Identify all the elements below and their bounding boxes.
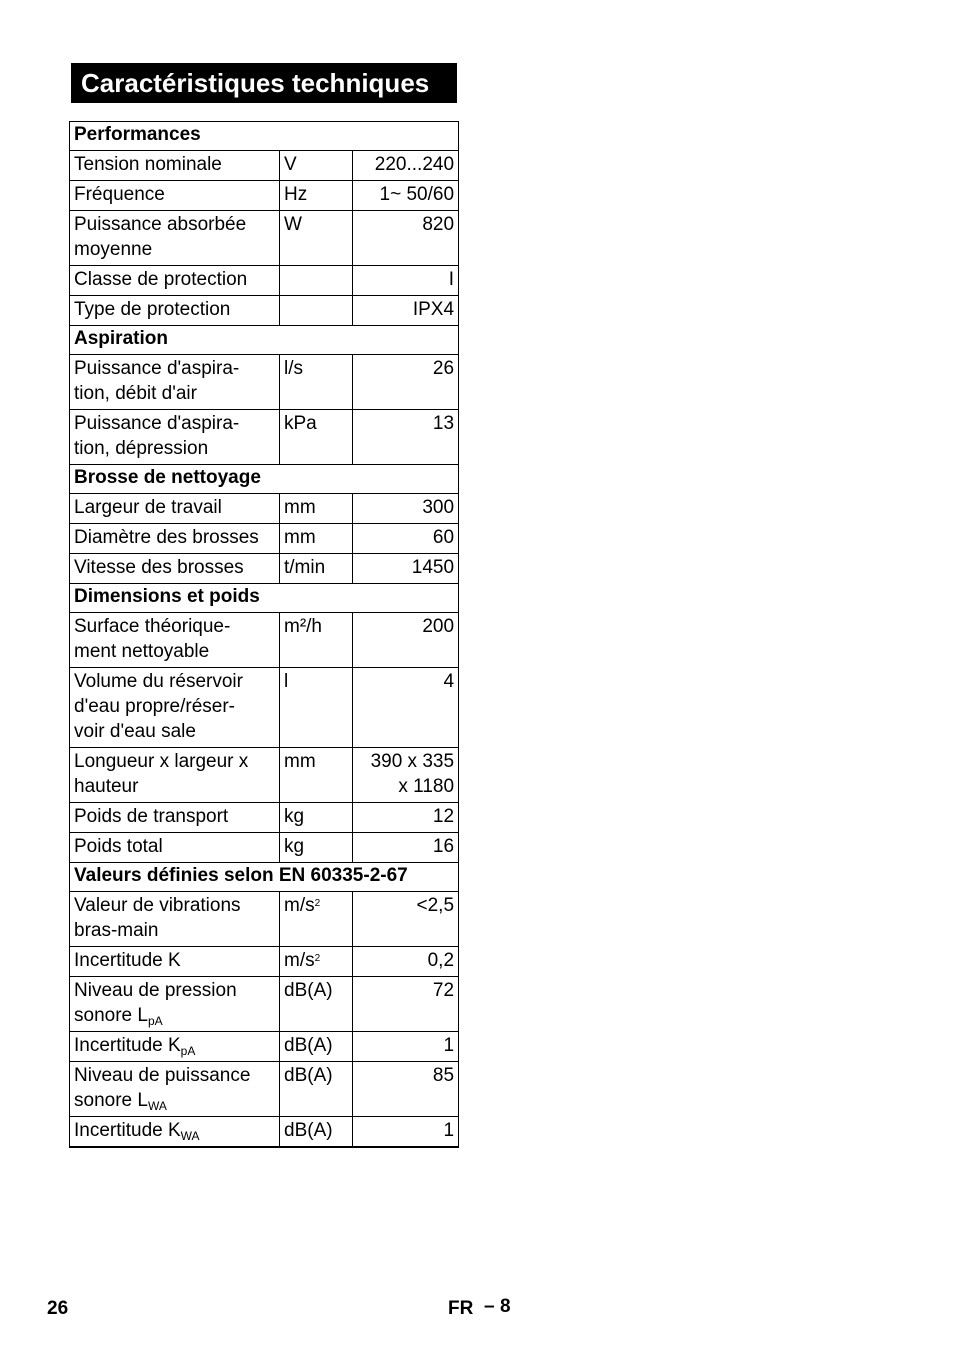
spec-unit: kPa [284, 413, 317, 434]
spec-label: Valeur de vibrations bras-main [74, 895, 241, 941]
spec-label-cell [70, 977, 280, 1032]
spec-label: Volume du réservoir d'eau propre/réser- voir d'eau sale [74, 671, 243, 742]
table-row [70, 211, 459, 266]
spec-unit-cell [280, 1062, 353, 1117]
spec-label: Surface théorique- ment nettoyable [74, 616, 231, 662]
spec-label-cell [70, 1032, 280, 1062]
spec-value-cell [353, 296, 459, 326]
spec-value: I [448, 269, 455, 290]
spec-label-subscript: pA [147, 1014, 163, 1028]
spec-label: Incertitude K [74, 950, 181, 971]
footer-dash: – [484, 1296, 495, 1317]
spec-label-cell [70, 181, 280, 211]
spec-label: Largeur de travail [74, 497, 222, 518]
spec-value: 60 [432, 527, 455, 548]
section-title: Valeurs définies selon EN 60335-2-67 [70, 863, 459, 892]
spec-unit-cell [280, 1117, 353, 1148]
spec-label-cell [70, 151, 280, 181]
spec-value: IPX4 [412, 299, 455, 320]
spec-label-cell [70, 296, 280, 326]
spec-table [69, 121, 459, 1148]
spec-label: Longueur x largeur x hauteur [74, 751, 249, 797]
spec-value: 1 [443, 1035, 455, 1056]
spec-value: 300 [422, 497, 455, 518]
spec-label-cell [70, 1117, 280, 1148]
spec-unit-cell [280, 524, 353, 554]
spec-unit-cell [280, 892, 353, 947]
spec-unit-cell [280, 1032, 353, 1062]
spec-value: 13 [432, 413, 455, 434]
spec-unit-cell [280, 296, 353, 326]
spec-label-cell [70, 668, 280, 748]
table-row [70, 803, 459, 833]
spec-label: Puissance absorbée moyenne [74, 214, 247, 260]
spec-value: 12 [432, 806, 455, 827]
table-row [70, 833, 459, 863]
spec-label: Niveau de puissance sonore L [74, 1065, 251, 1111]
spec-value-cell [353, 181, 459, 211]
spec-unit: dB(A) [284, 1035, 333, 1056]
spec-unit-cell [280, 668, 353, 748]
table-row [70, 554, 459, 584]
spec-unit: Hz [284, 184, 308, 205]
spec-label: Puissance d'aspira- tion, dépression [74, 413, 240, 459]
spec-unit: m/s [284, 895, 315, 916]
spec-value: 72 [432, 980, 455, 1001]
section-title: Aspiration [70, 326, 459, 355]
spec-label-cell [70, 211, 280, 266]
spec-unit-cell [280, 833, 353, 863]
page-number: 26 [47, 1298, 69, 1319]
spec-label-cell [70, 613, 280, 668]
table-row [70, 355, 459, 410]
spec-unit: t/min [284, 557, 326, 578]
spec-unit: kg [284, 806, 305, 827]
section-header [70, 122, 459, 151]
spec-value: 200 [422, 616, 455, 637]
spec-value: 220...240 [374, 154, 455, 175]
spec-unit: m/s [284, 950, 315, 971]
spec-value: 0,2 [427, 950, 455, 971]
section-title: Brosse de nettoyage [70, 465, 459, 494]
spec-value-cell [353, 355, 459, 410]
spec-unit: dB(A) [284, 1120, 333, 1141]
table-row [70, 266, 459, 296]
spec-unit-cell [280, 554, 353, 584]
spec-label-cell [70, 803, 280, 833]
spec-unit: dB(A) [284, 980, 333, 1001]
spec-value: <2,5 [416, 895, 455, 916]
spec-label: Diamètre des brosses [74, 527, 259, 548]
spec-label-cell [70, 524, 280, 554]
spec-value: 1~ 50/60 [379, 184, 455, 205]
spec-value-cell [353, 1032, 459, 1062]
spec-label: Classe de protection [74, 269, 248, 290]
spec-label-cell [70, 410, 280, 465]
spec-label: Puissance d'aspira- tion, débit d'air [74, 358, 240, 404]
spec-value-cell [353, 1062, 459, 1117]
spec-unit: W [284, 214, 302, 235]
spec-unit-cell [280, 803, 353, 833]
spec-value-cell [353, 668, 459, 748]
spec-value: 16 [432, 836, 455, 857]
table-row [70, 668, 459, 748]
spec-label: Poids total [74, 836, 163, 857]
table-row [70, 296, 459, 326]
spec-label: Type de protection [74, 299, 231, 320]
spec-label: Incertitude K [74, 1120, 181, 1141]
table-row [70, 613, 459, 668]
spec-unit: mm [284, 751, 316, 772]
spec-label-cell [70, 494, 280, 524]
spec-label-cell [70, 266, 280, 296]
table-row [70, 892, 459, 947]
table-row [70, 151, 459, 181]
section-header [70, 465, 459, 494]
spec-label-cell [70, 554, 280, 584]
spec-unit: kg [284, 836, 305, 857]
spec-unit-cell [280, 266, 353, 296]
spec-unit-cell [280, 181, 353, 211]
footer-section-page: 8 [500, 1296, 511, 1317]
spec-value: 1 [443, 1120, 455, 1141]
spec-value-cell [353, 977, 459, 1032]
spec-label-subscript: WA [147, 1099, 167, 1113]
section-title: Performances [70, 122, 459, 151]
spec-value-cell [353, 947, 459, 977]
section-header [70, 326, 459, 355]
section-header [70, 584, 459, 613]
spec-value-cell [353, 151, 459, 181]
spec-unit-cell [280, 748, 353, 803]
spec-value-cell [353, 1117, 459, 1148]
spec-unit-superscript: 2 [314, 953, 321, 964]
spec-label: Incertitude K [74, 1035, 181, 1056]
spec-value: 4 [443, 671, 455, 692]
table-row [70, 1062, 459, 1117]
spec-unit-cell [280, 613, 353, 668]
table-row [70, 181, 459, 211]
spec-label-cell [70, 355, 280, 410]
spec-label: Niveau de pression sonore L [74, 980, 237, 1026]
spec-label-cell [70, 892, 280, 947]
section-header [70, 863, 459, 892]
spec-unit: mm [284, 527, 316, 548]
spec-label-cell [70, 947, 280, 977]
table-row [70, 748, 459, 803]
spec-label: Fréquence [74, 184, 165, 205]
spec-value-cell [353, 554, 459, 584]
spec-value-cell [353, 211, 459, 266]
spec-unit-cell [280, 977, 353, 1032]
page-title: Caractéristiques techniques [71, 63, 457, 103]
spec-unit: m²/h [284, 616, 322, 637]
section-title: Dimensions et poids [70, 584, 459, 613]
table-row [70, 1032, 459, 1062]
footer-language: FR [448, 1298, 474, 1319]
spec-unit: l [284, 671, 289, 692]
table-row [70, 524, 459, 554]
table-row [70, 947, 459, 977]
spec-unit-cell [280, 211, 353, 266]
spec-unit-cell [280, 494, 353, 524]
spec-label: Vitesse des brosses [74, 557, 244, 578]
spec-unit-cell [280, 151, 353, 181]
table-row [70, 494, 459, 524]
spec-value: 390 x 335 x 1180 [370, 751, 455, 797]
spec-value-cell [353, 833, 459, 863]
spec-value-cell [353, 613, 459, 668]
spec-value-cell [353, 803, 459, 833]
table-row [70, 410, 459, 465]
spec-label: Poids de transport [74, 806, 229, 827]
spec-label-subscript: pA [180, 1044, 196, 1058]
spec-label-cell [70, 833, 280, 863]
spec-value: 1450 [411, 557, 455, 578]
spec-value: 85 [432, 1065, 455, 1086]
spec-unit: dB(A) [284, 1065, 333, 1086]
spec-value-cell [353, 494, 459, 524]
spec-value-cell [353, 892, 459, 947]
spec-label-cell [70, 748, 280, 803]
spec-label-subscript: WA [180, 1129, 200, 1143]
spec-unit-cell [280, 355, 353, 410]
spec-value: 26 [432, 358, 455, 379]
spec-value-cell [353, 410, 459, 465]
table-row [70, 1117, 459, 1148]
spec-value: 820 [422, 214, 455, 235]
spec-unit-superscript: 2 [314, 898, 321, 909]
spec-value-cell [353, 524, 459, 554]
spec-unit: l/s [284, 358, 303, 379]
table-row [70, 977, 459, 1032]
spec-value-cell [353, 266, 459, 296]
spec-value-cell [353, 748, 459, 803]
spec-unit-cell [280, 410, 353, 465]
spec-unit-cell [280, 947, 353, 977]
spec-label: Tension nominale [74, 154, 222, 175]
spec-label-cell [70, 1062, 280, 1117]
spec-unit: V [284, 154, 297, 175]
spec-unit: mm [284, 497, 316, 518]
